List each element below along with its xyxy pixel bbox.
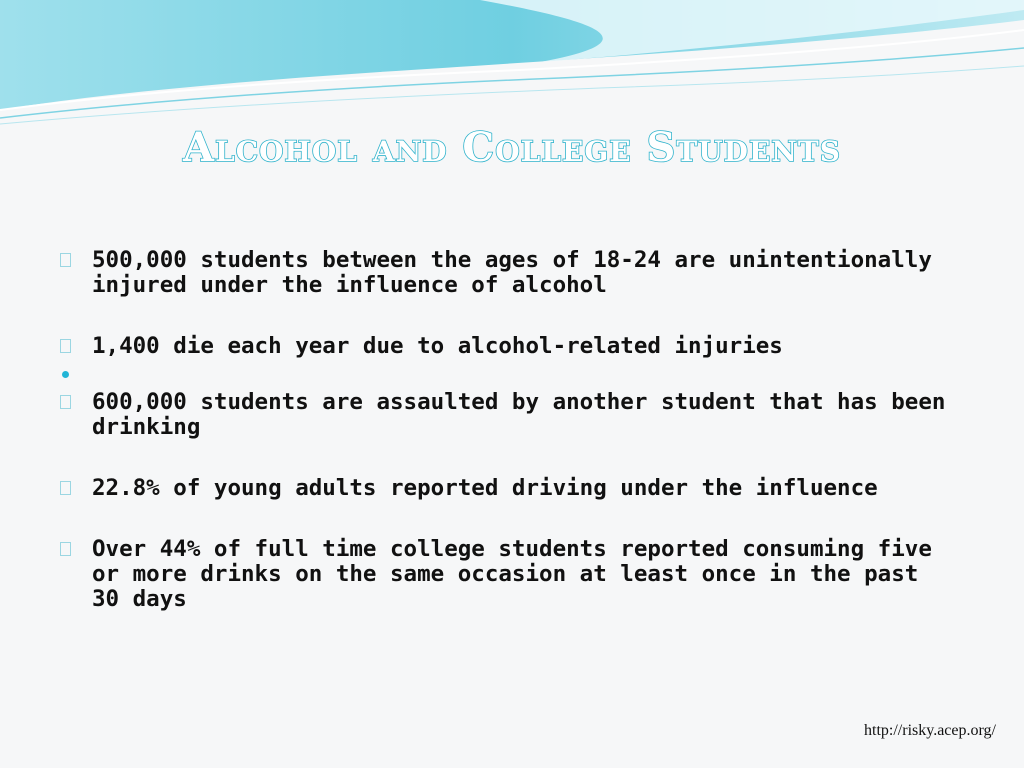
bullet-item [58, 248, 958, 298]
dot-bullet-icon [62, 371, 69, 378]
source-link[interactable]: http://risky.acep.org/ [864, 722, 996, 739]
bullet-text: 600,000 students are assaulted by another student that has been drinking [92, 389, 946, 440]
square-bullet-icon [60, 481, 71, 495]
bullet-text: Over 44% of full time college students reported consuming five or more drinks on the same occasion at least once in the past 30 days [92, 536, 932, 612]
bullet-text: 22.8% of young adults reported driving under the influence [92, 475, 878, 501]
square-bullet-icon [60, 542, 71, 556]
bullet-item [58, 476, 958, 501]
header-wave-decoration [0, 0, 1024, 130]
bullet-item [58, 334, 958, 359]
bullet-item-empty [58, 362, 958, 387]
square-bullet-icon [60, 339, 71, 353]
bullet-text: 1,400 die each year due to alcohol-related injuries [92, 333, 783, 359]
bullet-text: 500,000 students between the ages of 18-24 are unintentionally injured under the influence of alcohol [92, 247, 932, 298]
square-bullet-icon [60, 253, 71, 267]
bullet-item [58, 390, 958, 440]
slide-title: Alcohol and College Students [183, 124, 841, 171]
bullet-list [58, 248, 958, 612]
square-bullet-icon [60, 395, 71, 409]
bullet-item [58, 537, 958, 612]
